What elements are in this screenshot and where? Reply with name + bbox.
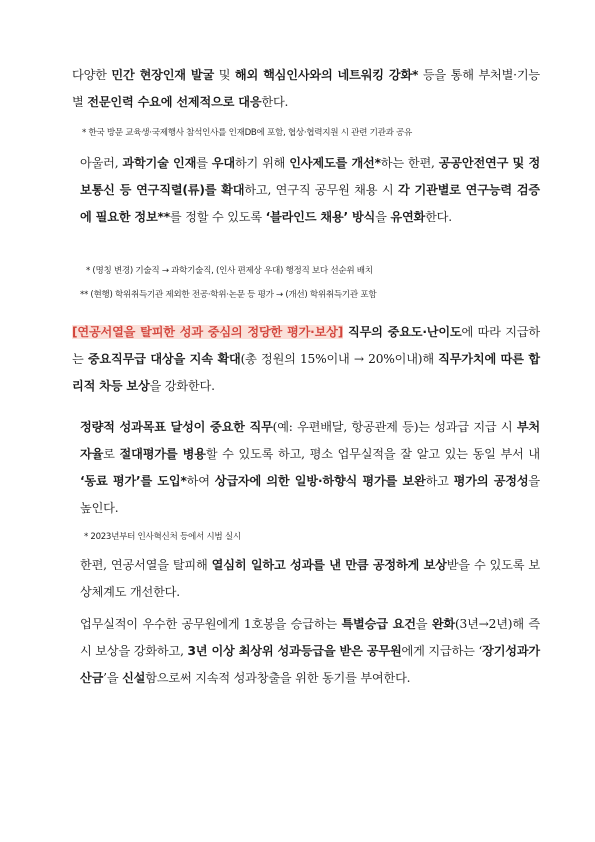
text-run: 에 따라 지급하는: [72, 325, 540, 366]
bold-run: 완화: [431, 617, 455, 631]
bold-run: 해외 핵심인사와의 네트워킹 강화*: [234, 68, 419, 82]
text-run: 등을 통해 부처별·기능별: [72, 68, 541, 109]
bold-run: 과학기술 인재: [122, 156, 197, 170]
paragraph-science-talent: [72, 150, 540, 231]
bold-run: 민간 현장인재 발굴: [111, 68, 215, 82]
footnote-4: * 2023년부터 인사혁신처 등에서 시범 실시: [84, 532, 241, 542]
bold-run: 평가의 공정성: [453, 474, 529, 488]
bold-run: 부처 자율: [80, 420, 540, 461]
text-run: 를 정할 수 있도록: [169, 210, 266, 224]
text-run: 에게 지급하는 ‘: [401, 644, 483, 658]
bold-run: ‘블라인드 채용’ 방식: [265, 210, 376, 224]
bold-run: 우대: [211, 156, 235, 170]
text-run: 을: [375, 210, 391, 224]
paragraph-reward-system: [72, 552, 540, 606]
text-run: 을: [415, 617, 432, 631]
text-run: 을 높인다.: [80, 474, 540, 515]
paragraph-fair-evaluation: [72, 319, 540, 400]
bold-run: 각 기관별로 연구능력 검증에 필요한 정보**: [80, 183, 540, 224]
text-run: 함으로써 지속적 성과창출을 위한 동기를 부여한다.: [145, 671, 411, 685]
text-run: 받을 수 있도록 보상체계도 개선한다.: [80, 558, 540, 599]
text-run: (3년→2년)해 즉시 보상을 강화하고,: [80, 617, 540, 658]
bold-run: 상급자에 의한 일방·하향식 평가를 보완: [214, 474, 426, 488]
bold-run: 공공안전연구 및 정보통신 등 연구직렬(류)를 확대: [80, 156, 541, 197]
text-run: 하고, 연구직 공무원 채용 시: [244, 183, 398, 197]
text-run: 로: [103, 447, 120, 461]
bold-run: 정량적 성과목표 달성이 중요한 직무: [80, 420, 273, 434]
bold-run: 장기성과가산금: [80, 644, 541, 685]
highlighted-heading: [연공서열을 탈피한 성과 중심의 정당한 평가·보상]: [72, 325, 344, 339]
text-run: (예: 우편배달, 항공관제 등)는 성과급 지급 시: [272, 420, 517, 434]
bold-run: 특별승급 요건: [341, 617, 416, 631]
bold-run: 열심히 일하고 성과를 낸 만큼 공정하게 보상: [211, 558, 447, 572]
bold-run: 유연화: [390, 210, 426, 224]
text-run: 및: [214, 68, 235, 82]
text-run: 를: [196, 156, 212, 170]
bold-run: 직무의 중요도·난이도: [343, 325, 462, 339]
bold-run: 직무가치에 따른 합리적 차등 보상: [72, 352, 540, 393]
text-run: 하기 위해: [234, 156, 290, 170]
text-run: 한다.: [261, 95, 289, 109]
text-run: 다양한: [72, 68, 112, 82]
text-run: 업무실적이 우수한 공무원에게 1호봉을 승급하는: [80, 617, 342, 631]
bold-run: 절대평가를 병용: [119, 447, 206, 461]
text-run: 한편, 연공서열을 탈피해: [80, 558, 212, 572]
paragraph-talent-discovery: [72, 62, 540, 116]
bold-run: 3년 이상 최상위 성과등급을 받은 공무원: [187, 644, 402, 658]
text-run: 할 수 있도록 하고, 평소 업무실적을 잘 알고 있는 동일 부서 내: [205, 447, 541, 461]
footnote-2: * (명칭 변경) 기술직 → 과학기술직, (인사 편제상 우대) 행정직 보다 선순위 배치: [86, 266, 373, 276]
text-run: 아울러,: [80, 156, 123, 170]
bold-run: ‘동료 평가’를 도입*: [80, 474, 187, 488]
bold-run: 신설: [122, 671, 146, 685]
paragraph-performance-pay: [72, 414, 540, 522]
text-run: 을 강화한다.: [149, 379, 215, 393]
bold-run: 전문인력 수요에 선제적으로 대응: [87, 95, 262, 109]
text-run: 하고: [425, 474, 454, 488]
bold-run: 중요직무급 대상을 지속 확대: [87, 352, 241, 366]
text-run: 하여: [186, 474, 215, 488]
text-run: 한다.: [425, 210, 452, 224]
bold-run: 인사제도를 개선*: [289, 156, 381, 170]
text-run: (총 정원의 15%이내 → 20%이내)해: [240, 352, 439, 366]
footnote-3: ** (현행) 학위취득기관 제외한 전공·학위·논문 등 평가 → (개선) 학위취득기관 포함: [80, 290, 377, 300]
text-run: ’을: [103, 671, 123, 685]
footnote-1: * 한국 방문 교육생·국제행사 참석인사를 인재DB에 포함, 협상·협력지원 시 관련 기관과 공유: [82, 128, 413, 138]
text-run: 하는 한편,: [380, 156, 439, 170]
paragraph-special-promotion: [72, 611, 540, 692]
